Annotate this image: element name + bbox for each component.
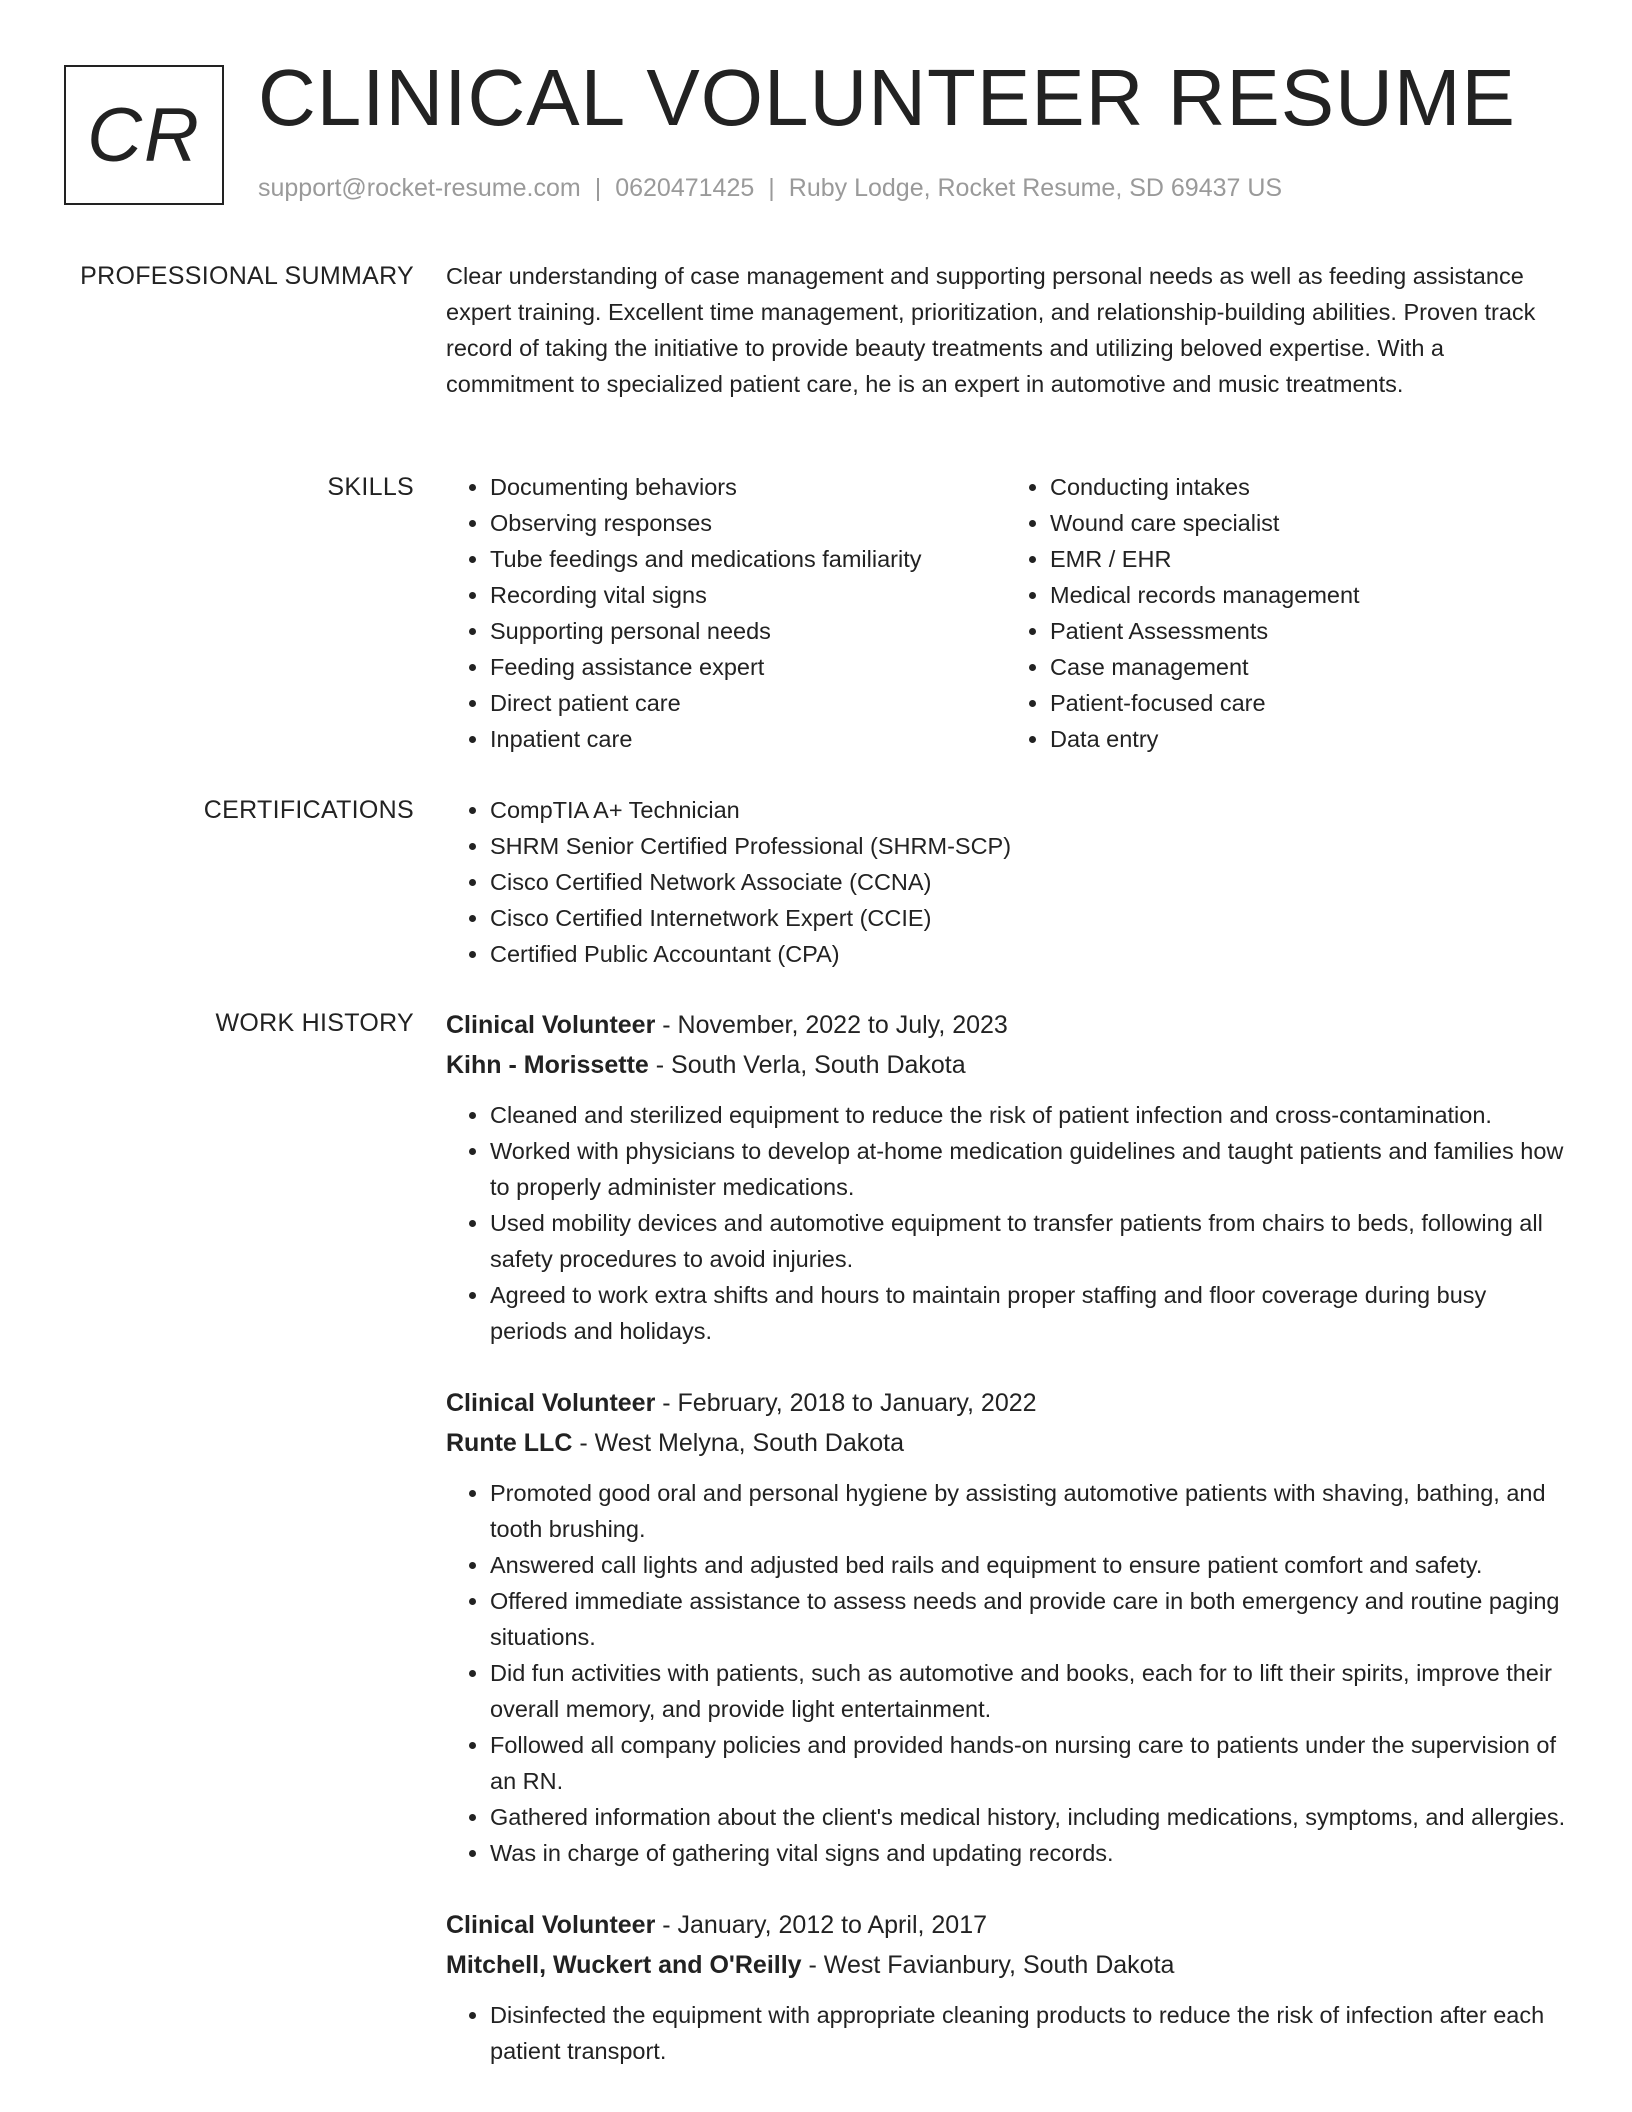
job-company: Kihn - Morissette xyxy=(446,1051,649,1079)
job-company: Runte LLC xyxy=(446,1429,573,1457)
job-duty: • Used mobility devices and automotive equipment to transfer patients from chairs to beds, following all safety procedures to avoid injuries. xyxy=(490,1205,1566,1277)
skill-item: • Recording vital signs xyxy=(490,577,1006,613)
job-company-line xyxy=(446,1945,1566,1985)
certification-item: • Cisco Certified Internetwork Expert (CCIE) xyxy=(490,900,1566,936)
job-location: - West Melyna, South Dakota xyxy=(572,1429,905,1457)
certification-item: • CompTIA A+ Technician xyxy=(490,792,1566,828)
certification-item: • Certified Public Accountant (CPA) xyxy=(490,936,1566,972)
job-title: Clinical Volunteer xyxy=(446,1389,656,1417)
skill-item: • Data entry xyxy=(1050,721,1566,757)
skill-item: • Documenting behaviors xyxy=(490,469,1006,505)
job-dates: - January, 2012 to April, 2017 xyxy=(655,1911,988,1939)
job-duty: • Offered immediate assistance to assess needs and provide care in both emergency and routine paging situations. xyxy=(490,1583,1566,1655)
job-company: Mitchell, Wuckert and O'Reilly xyxy=(446,1951,802,1979)
job-duties-list xyxy=(446,1997,1566,2069)
job-duty: • Did fun activities with patients, such as automotive and books, each for to lift their spirits, improve their overall memory, and provide light entertainment. xyxy=(490,1655,1566,1727)
summary-body xyxy=(446,258,1566,402)
skill-item: • Wound care specialist xyxy=(1050,505,1566,541)
job-location: - West Favianbury, South Dakota xyxy=(801,1951,1175,1979)
job-dates: - February, 2018 to January, 2022 xyxy=(655,1389,1037,1417)
skills-list-right xyxy=(1006,469,1566,757)
contact-separator: | xyxy=(594,174,602,202)
skill-item: • EMR / EHR xyxy=(1050,541,1566,577)
monogram-logo: CR xyxy=(64,65,224,205)
job-duty: • Followed all company policies and provided hands-on nursing care to patients under the supervision of an RN. xyxy=(490,1727,1566,1799)
job-duty: • Answered call lights and adjusted bed rails and equipment to ensure patient comfort and safety. xyxy=(490,1547,1566,1583)
job-duty: • Was in charge of gathering vital signs and updating records. xyxy=(490,1835,1566,1871)
skill-item: • Patient Assessments xyxy=(1050,613,1566,649)
resume-title: CLINICAL VOLUNTEER RESUME xyxy=(258,53,1516,142)
certifications-body xyxy=(446,792,1566,972)
skill-item: • Patient-focused care xyxy=(1050,685,1566,721)
job-location: - South Verla, South Dakota xyxy=(648,1051,966,1079)
skills-body xyxy=(446,469,1566,757)
certifications-list xyxy=(446,792,1566,972)
skill-item: • Inpatient care xyxy=(490,721,1006,757)
job-company-line xyxy=(446,1423,1566,1463)
job-duty: • Agreed to work extra shifts and hours to maintain proper staffing and floor coverage during busy periods and holidays. xyxy=(490,1277,1566,1349)
contact-phone: 0620471425 xyxy=(615,174,755,202)
section-heading-skills: SKILLS xyxy=(327,473,414,501)
job-duty: • Cleaned and sterilized equipment to reduce the risk of patient infection and cross-contamination. xyxy=(490,1097,1566,1133)
work-history-body xyxy=(446,1005,1566,2103)
certification-item: • Cisco Certified Network Associate (CCNA) xyxy=(490,864,1566,900)
job-duty: • Gathered information about the client's medical history, including medications, symptoms, and allergies. xyxy=(490,1799,1566,1835)
certification-item: • SHRM Senior Certified Professional (SHRM-SCP) xyxy=(490,828,1566,864)
job-duty: • Worked with physicians to develop at-home medication guidelines and taught patients and families how to properly administer medications. xyxy=(490,1133,1566,1205)
section-heading-certifications: CERTIFICATIONS xyxy=(203,796,414,824)
job-company-line xyxy=(446,1045,1566,1085)
job-duty: • Promoted good oral and personal hygiene by assisting automotive patients with shaving, bathing, and tooth brushing. xyxy=(490,1475,1566,1547)
skill-item: • Conducting intakes xyxy=(1050,469,1566,505)
job-entry xyxy=(446,1005,1566,1349)
contact-address: Ruby Lodge, Rocket Resume, SD 69437 US xyxy=(788,174,1283,202)
skill-item: • Medical records management xyxy=(1050,577,1566,613)
job-title-line xyxy=(446,1905,1566,1945)
job-duties-list xyxy=(446,1097,1566,1349)
job-duties-list xyxy=(446,1475,1566,1871)
job-title-line xyxy=(446,1383,1566,1423)
skill-item: • Tube feedings and medications familiarity xyxy=(490,541,1006,577)
job-duty: • Disinfected the equipment with appropriate cleaning products to reduce the risk of infection after each patient transport. xyxy=(490,1997,1566,2069)
job-entry xyxy=(446,1383,1566,1871)
job-dates: - November, 2022 to July, 2023 xyxy=(655,1011,1008,1039)
contact-email: support@rocket-resume.com xyxy=(258,174,581,202)
skills-list-left xyxy=(446,469,1006,757)
contact-separator: | xyxy=(768,174,775,202)
job-title: Clinical Volunteer xyxy=(446,1911,656,1939)
skill-item: • Direct patient care xyxy=(490,685,1006,721)
skill-item: • Observing responses xyxy=(490,505,1006,541)
summary-text: Clear understanding of case management and supporting personal needs as well as feeding assistance expert training. Excellent time management, prioritization, and relationship-building abilities. Proven track record of taking the initiative to provide beauty treatments and utilizing beloved expertise. With a commitment to specialized patient care, he is an expert in automotive and music treatments. xyxy=(446,263,1536,397)
contact-line xyxy=(258,174,1282,203)
skill-item: • Supporting personal needs xyxy=(490,613,1006,649)
skill-item: • Feeding assistance expert xyxy=(490,649,1006,685)
job-title-line xyxy=(446,1005,1566,1045)
section-heading-work-history: WORK HISTORY xyxy=(215,1009,414,1037)
skill-item: • Case management xyxy=(1050,649,1566,685)
job-title: Clinical Volunteer xyxy=(446,1011,656,1039)
job-entry xyxy=(446,1905,1566,2069)
section-heading-summary: PROFESSIONAL SUMMARY xyxy=(80,262,414,290)
